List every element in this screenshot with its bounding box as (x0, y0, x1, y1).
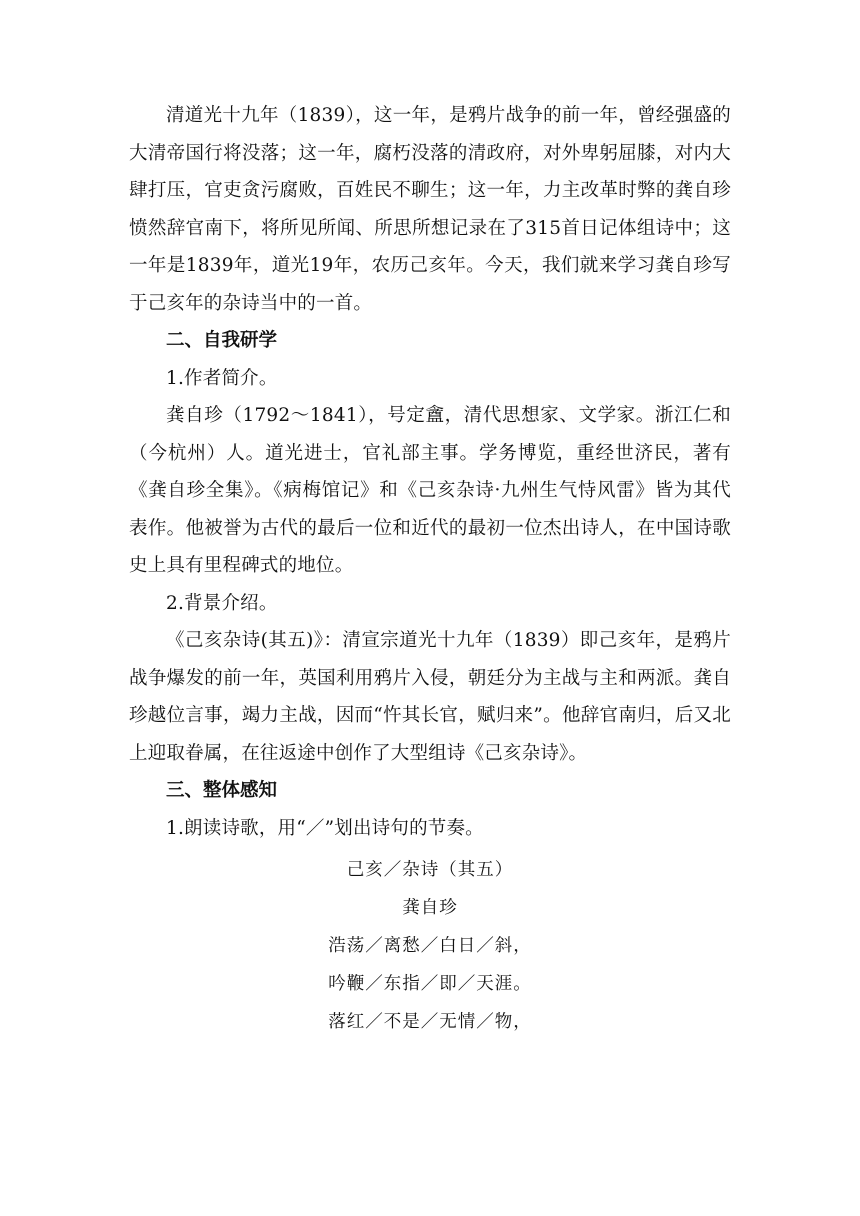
intro-paragraph: 清道光十九年（1839），这一年，是鸦片战争的前一年，曾经强盛的大清帝国行将没落；这一年，腐朽没落的清政府，对外卑躬屈膝，对内大肆打压，官吏贪污腐败，百姓民不聊生；这一年，力主改革时弊的龚自珍愤然辞官南下，将所见所闻、所思所想记录在了315首日记体组诗中；这一年是1839年，道光19年，农历己亥年。今天，我们就来学习龚自珍写于己亥年的杂诗当中的一首。 (129, 105, 731, 314)
poem-line: 落红／不是／无情／物， (328, 1012, 532, 1032)
section-heading-overall-perception: 三、整体感知 (166, 780, 278, 801)
poem-author: 龚自珍 (402, 898, 458, 918)
document-page (129, 97, 731, 1041)
poem-block (129, 851, 731, 1041)
section-heading-self-study: 二、自我研学 (166, 330, 278, 351)
poem-title: 己亥／杂诗（其五） (346, 860, 514, 880)
poem-line: 浩荡／离愁／白日／斜， (328, 936, 532, 956)
reading-task-title: 1.朗读诗歌，用“／”划出诗句的节奏。 (166, 817, 484, 839)
author-intro-title: 1.作者简介。 (166, 367, 278, 389)
background-intro-title: 2.背景介绍。 (166, 592, 278, 614)
background-intro-text: 《己亥杂诗(其五)》：清宣宗道光十九年（1839）即己亥年，是鸦片战争爆发的前一年，英国利用鸦片入侵，朝廷分为主战与主和两派。龚自珍越位言事，竭力主战，因而“忤其长官，赋归来”。他辞官南归，后又北上迎取眷属，在往返途中创作了大型组诗《己亥杂诗》。 (129, 630, 731, 764)
author-intro-text: 龚自珍（1792～1841），号定盦，清代思想家、文学家。浙江仁和（今杭州）人。道光进士，官礼部主事。学务博览，重经世济民，著有《龚自珍全集》。《病梅馆记》和《己亥杂诗·九州生气恃风雷》皆为其代表作。他被誉为古代的最后一位和近代的最初一位杰出诗人，在中国诗歌史上具有里程碑式的地位。 (129, 405, 731, 576)
poem-line: 吟鞭／东指／即／天涯。 (328, 974, 532, 994)
